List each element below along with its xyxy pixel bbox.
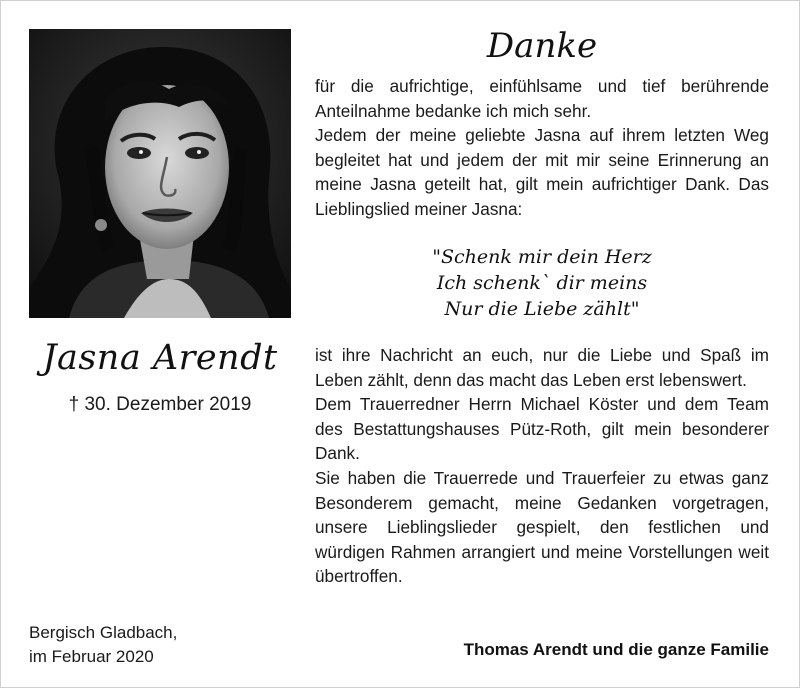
thanks-text-bottom bbox=[315, 343, 769, 589]
thanks-text-top bbox=[315, 74, 769, 222]
quote-line: Ich schenk` dir meins bbox=[436, 272, 648, 294]
portrait-photo bbox=[29, 29, 291, 318]
paragraph: ist ihre Nachricht an euch, nur die Liebe und Spaß im Leben zählt, denn das macht das Leben erst lebenswert. bbox=[315, 345, 769, 390]
signature: Thomas Arendt und die ganze Familie bbox=[463, 640, 769, 659]
quote-line: "Schenk mir dein Herz bbox=[432, 246, 652, 268]
paragraph: Sie haben die Trauerrede und Trauerfeier zu etwas ganz Besonderem gemacht, meine Gedanken vorgetragen, unsere Lieblingslieder gespielt, den festlichen und würdigen Rahmen arrangiert und meine Vorstellungen weit übertroffen. bbox=[315, 467, 769, 587]
paragraph: für die aufrichtige, einfühlsame und tief berührende Anteilnahme bedanke ich mich sehr. bbox=[315, 76, 769, 121]
paragraph: Jedem der meine geliebte Jasna auf ihrem letzten Weg begleitet hat und jedem der mit mir seine Erinnerung an meine Jasna geteilt hat, gilt mein aufrichtiger Dank. Das Lieblingslied meiner Jasna: bbox=[315, 125, 769, 219]
paragraph: Dem Trauerredner Herrn Michael Köster und dem Team des Bestattungshauses Pütz-Roth, gilt mein besonderer Dank. bbox=[315, 394, 769, 464]
date: im Februar 2020 bbox=[29, 647, 154, 666]
notice-heading: Danke bbox=[486, 26, 598, 66]
place: Bergisch Gladbach, bbox=[29, 623, 178, 642]
quote-line: Nur die Liebe zählt" bbox=[444, 298, 640, 320]
song-quote bbox=[315, 244, 769, 322]
death-date: † 30. Dezember 2019 bbox=[68, 394, 252, 415]
place-and-date bbox=[29, 621, 289, 669]
deceased-name: Jasna Arendt bbox=[42, 338, 278, 378]
